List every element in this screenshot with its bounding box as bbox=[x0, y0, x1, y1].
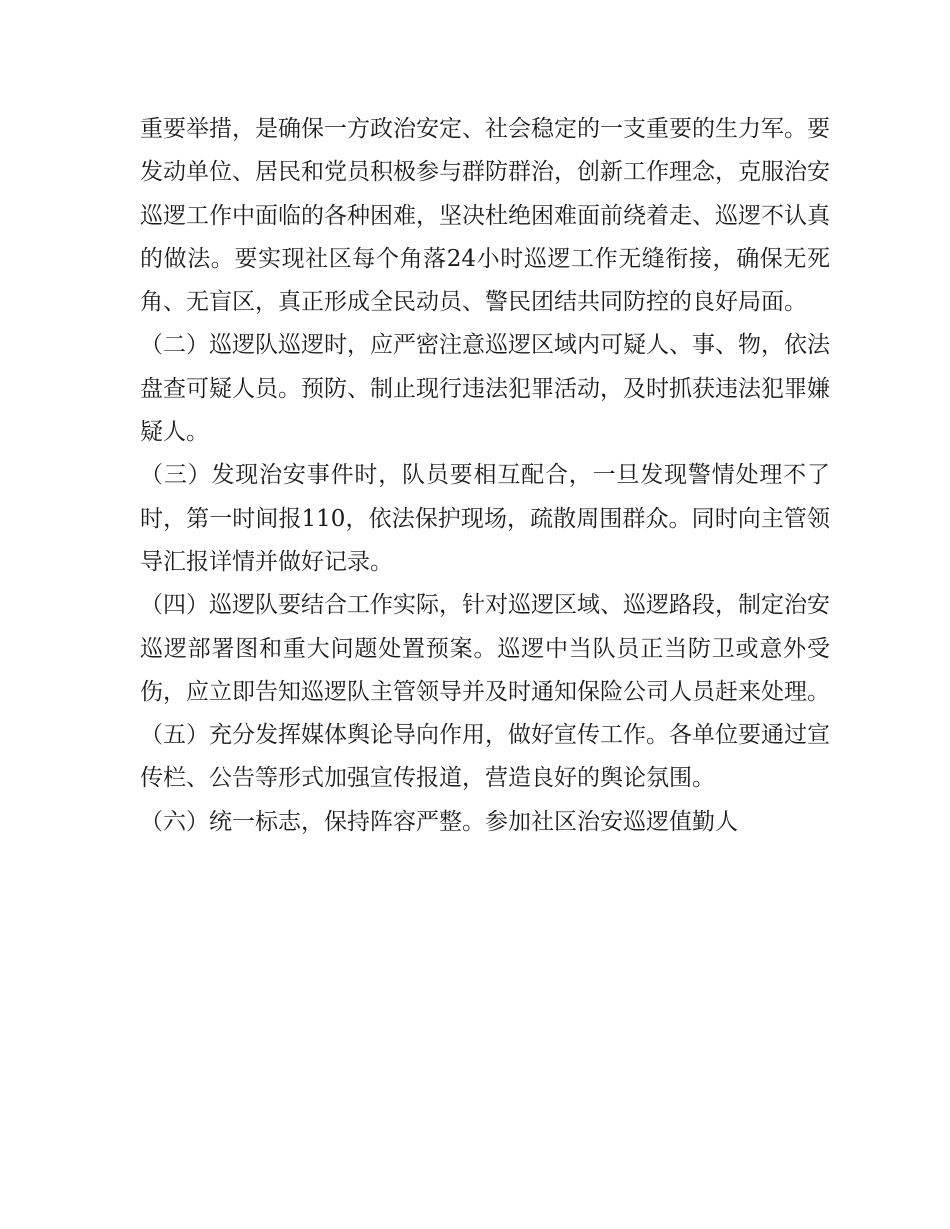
paragraph-item-4: （四）巡逻队要结合工作实际，针对巡逻区域、巡逻路段，制定治安巡逻部署图和重大问题处置预案。巡逻中当队员正当防卫或意外受伤，应立即告知巡逻队主管领导并及时通知保险公司人员赶来处理。 bbox=[140, 592, 830, 705]
paragraph-item-2: （二）巡逻队巡逻时，应严密注意巡逻区域内可疑人、事、物，依法盘查可疑人员。预防、制止现行违法犯罪活动，及时抓获违法犯罪嫌疑人。 bbox=[140, 332, 830, 446]
paragraph-item-5: （五）充分发挥媒体舆论导向作用，做好宣传工作。各单位要通过宣传栏、公告等形式加强宣传报道，营造良好的舆论氛围。 bbox=[140, 722, 830, 792]
paragraph-item-3: （三）发现治安事件时，队员要相互配合，一旦发现警情处理不了时，第一时间报110，依法保护现场，疏散周围群众。同时向主管领导汇报详情并做好记录。 bbox=[140, 462, 830, 575]
paragraph-intro: 重要举措，是确保一方政治安定、社会稳定的一支重要的生力军。要发动单位、居民和党员积极参与群防群治，创新工作理念，克服治安巡逻工作中面临的各种困难，坚决杜绝困难面前绕着走、巡逻不认真的做法。要实现社区每个角落24小时巡逻工作无缝衔接，确保无死角、无盲区，真正形成全民动员、警民团结共同防控的良好局面。 bbox=[140, 116, 830, 316]
paragraph-item-6: （六）统一标志，保持阵容严整。参加社区治安巡逻值勤人 bbox=[140, 808, 738, 835]
document-body bbox=[140, 108, 830, 844]
